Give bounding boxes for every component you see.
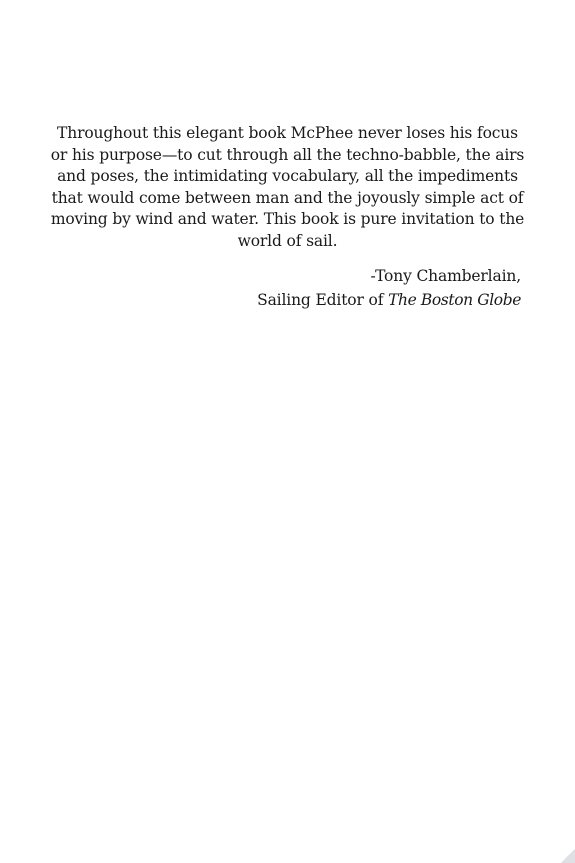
page-curl-icon <box>561 849 575 863</box>
attribution <box>250 264 521 312</box>
attribution-role-prefix: Sailing Editor of <box>257 291 389 309</box>
blurb-quote: Throughout this elegant book McPhee never loses his focus or his purpose—to cut through all the techno-babble, the airs and poses, the intimidating vocabulary, all the impediments that would come between man and the joyously simple act of moving by wind and water. This book is pure invitation to the world of sail. <box>50 124 525 250</box>
attribution-name: -Tony Chamberlain, <box>370 267 521 285</box>
publication-title: The Boston Globe <box>388 291 521 309</box>
attribution-role <box>250 288 521 312</box>
